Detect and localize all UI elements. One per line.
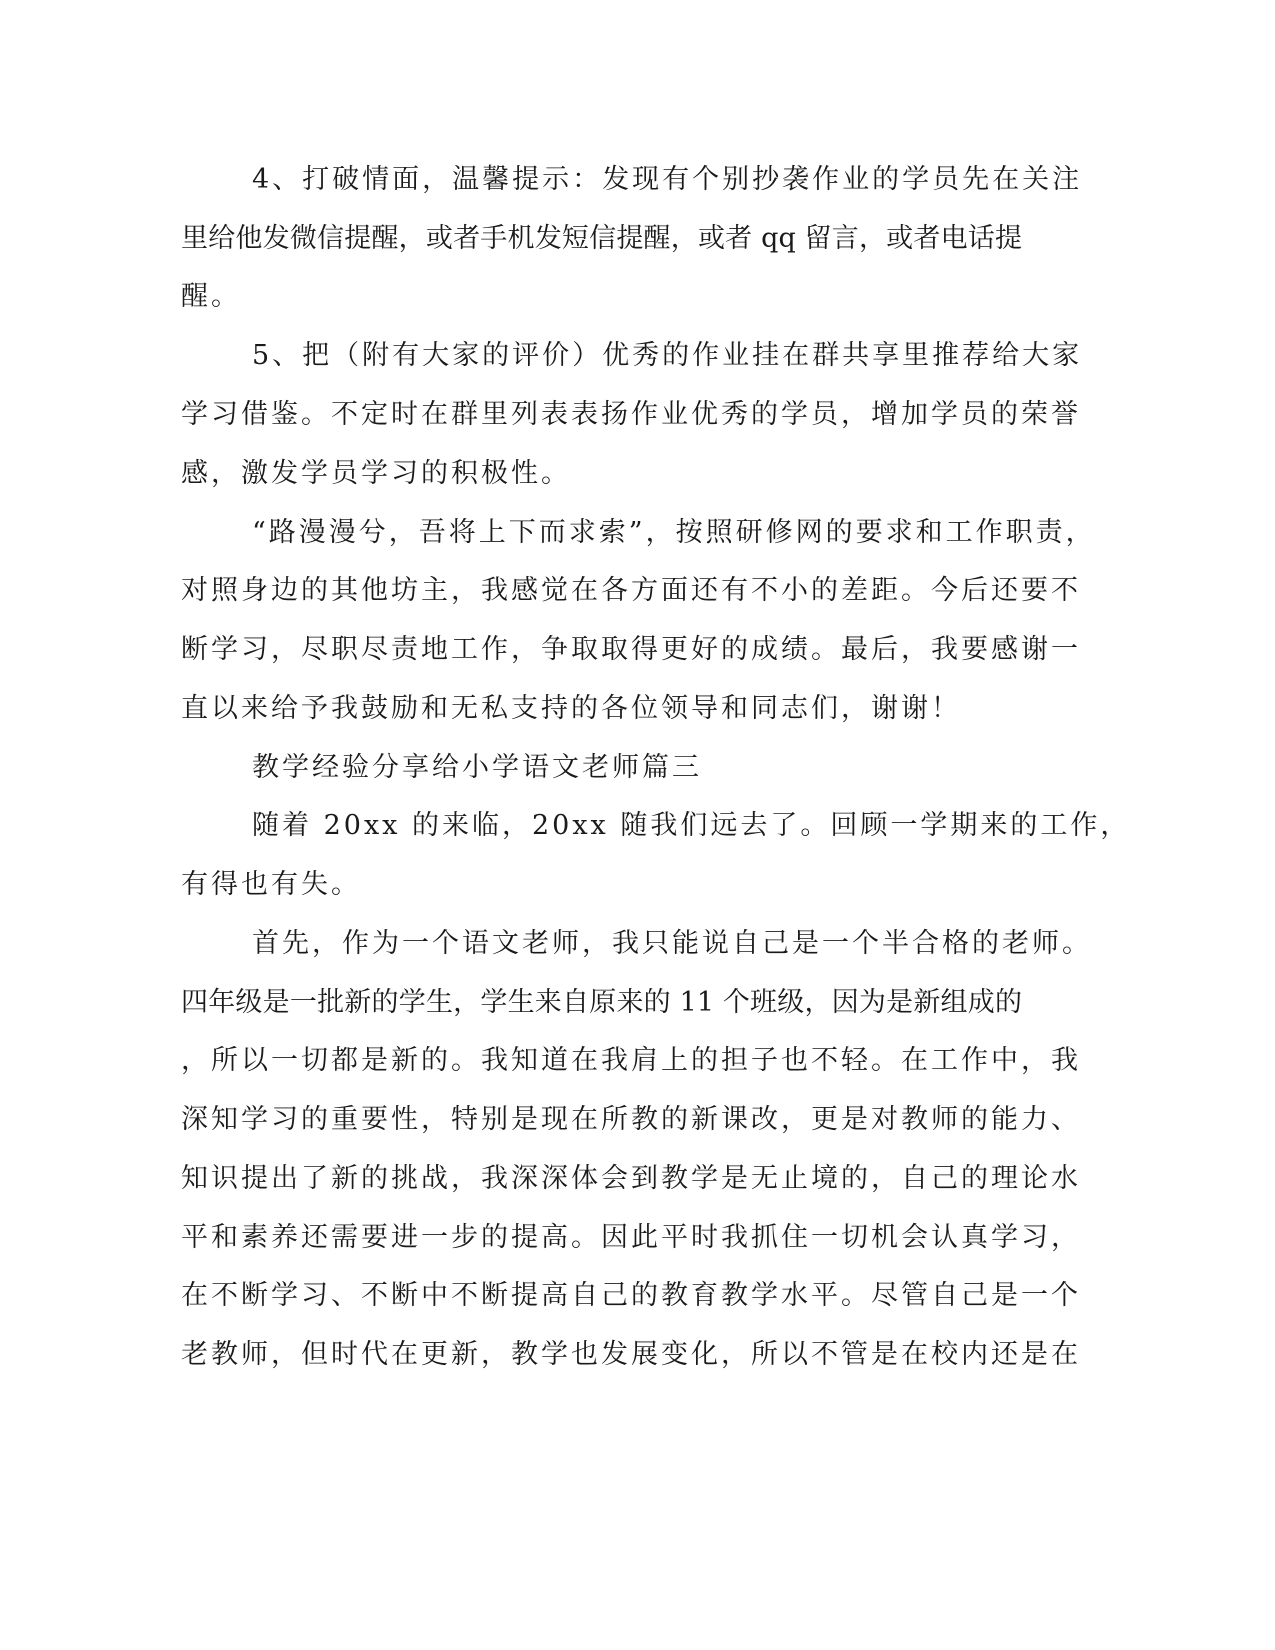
text-line: ，所以一切都是新的。我知道在我肩上的担子也不轻。在工作中，我 [181, 1045, 1081, 1076]
text-line: 首先，作为一个语文老师，我只能说自己是一个半合格的老师。 [252, 928, 1092, 959]
text-line: 里给他发微信提醒，或者手机发短信提醒，或者 qq 留言，或者电话提 [181, 223, 1022, 254]
text-line: 深知学习的重要性，特别是现在所教的新课改，更是对教师的能力、 [181, 1104, 1081, 1135]
text-line: 有得也有失。 [181, 869, 361, 900]
text-line: 对照身边的其他坊主，我感觉在各方面还有不小的差距。今后还要不 [181, 575, 1081, 606]
text-line: “路漫漫兮，吾将上下而求索”，按照研修网的要求和工作职责， [252, 517, 1096, 548]
text-line: 断学习，尽职尽责地工作，争取取得更好的成绩。最后，我要感谢一 [181, 634, 1081, 665]
text-line: 醒。 [181, 281, 241, 312]
text-line: 学习借鉴。不定时在群里列表表扬作业优秀的学员，增加学员的荣誉 [181, 399, 1081, 430]
text-line: 随着 20xx 的来临，20xx 随我们远去了。回顾一学期来的工作， [252, 810, 1131, 841]
text-line: 5、把（附有大家的评价）优秀的作业挂在群共享里推荐给大家 [252, 340, 1083, 371]
section-heading: 教学经验分享给小学语文老师篇三 [252, 752, 702, 783]
text-line: 直以来给予我鼓励和无私支持的各位领导和同志们，谢谢！ [181, 693, 961, 724]
text-line: 感，激发学员学习的积极性。 [181, 458, 571, 489]
text-line: 4、打破情面，温馨提示：发现有个别抄袭作业的学员先在关注 [252, 164, 1083, 195]
text-line: 在不断学习、不断中不断提高自己的教育教学水平。尽管自己是一个 [181, 1280, 1081, 1311]
text-line: 知识提出了新的挑战，我深深体会到教学是无止境的，自己的理论水 [181, 1163, 1081, 1194]
text-line: 平和素养还需要进一步的提高。因此平时我抓住一切机会认真学习， [181, 1222, 1081, 1253]
text-line: 四年级是一批新的学生，学生来自原来的 11 个班级，因为是新组成的 [181, 987, 1022, 1018]
text-line: 老教师，但时代在更新，教学也发展变化，所以不管是在校内还是在 [181, 1339, 1081, 1370]
